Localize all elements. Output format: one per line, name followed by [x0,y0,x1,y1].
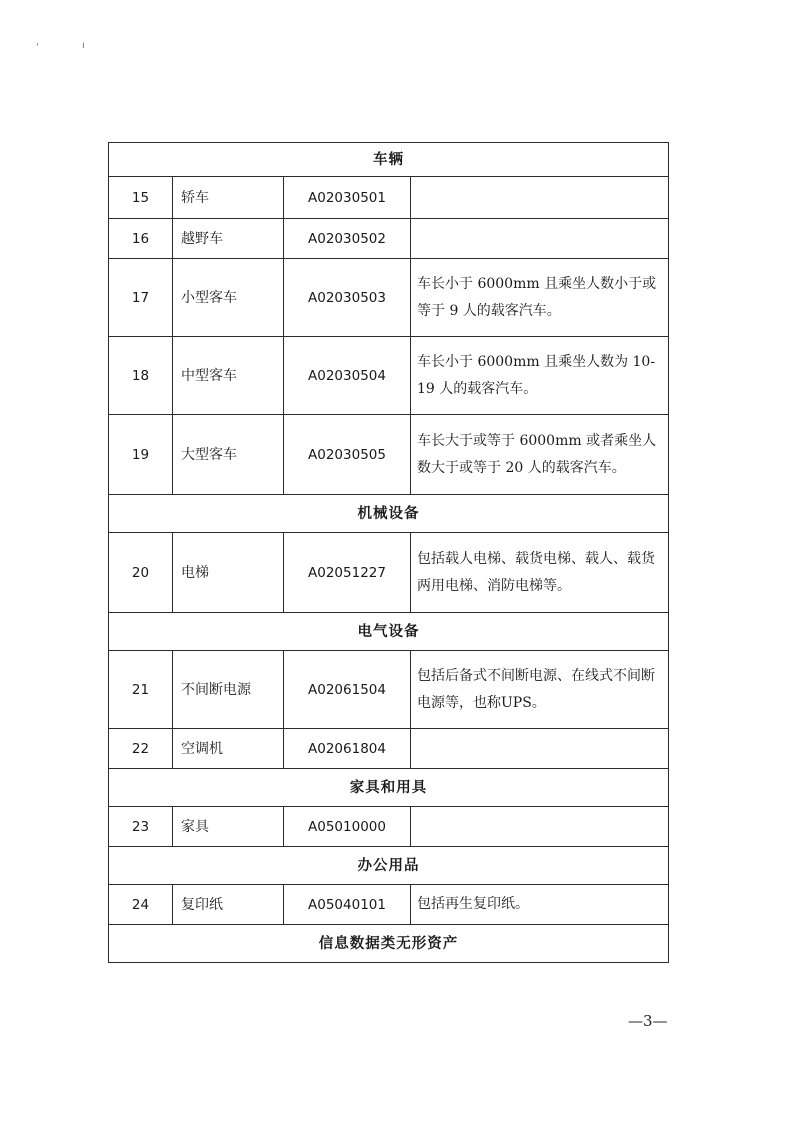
row-number: 18 [109,337,173,415]
item-code: A02030503 [284,259,411,337]
item-code: A02030501 [284,177,411,219]
item-name: 复印纸 [173,885,284,925]
item-name: 电梯 [173,533,284,613]
row-number: 24 [109,885,173,925]
table-row [109,807,669,847]
item-code: A05010000 [284,807,411,847]
item-code: A02061804 [284,729,411,769]
row-number: 19 [109,415,173,495]
table-row [109,259,669,337]
item-name: 家具 [173,807,284,847]
section-title: 办公用品 [109,847,669,885]
table-row [109,729,669,769]
section-header [109,613,669,651]
row-number: 16 [109,219,173,259]
item-name: 不间断电源 [173,651,284,729]
section-title: 车辆 [109,143,669,177]
section-header [109,925,669,963]
row-number: 23 [109,807,173,847]
item-description: 包括再生复印纸。 [411,885,669,925]
item-description [411,807,669,847]
page-number: —3— [628,1012,668,1030]
item-description: 车长小于 6000mm 且乘坐人数小于或等于 9 人的载客汽车。 [411,259,669,337]
item-name: 大型客车 [173,415,284,495]
scan-speck: ı [82,40,85,51]
table-row [109,219,669,259]
section-header [109,769,669,807]
table-row [109,337,669,415]
row-number: 15 [109,177,173,219]
item-description [411,177,669,219]
procurement-items-table [108,142,669,963]
row-number: 20 [109,533,173,613]
item-description: 包括后备式不间断电源、在线式不间断电源等，也称UPS。 [411,651,669,729]
item-description: 车长小于 6000mm 且乘坐人数为 10-19 人的载客汽车。 [411,337,669,415]
item-code: A02030502 [284,219,411,259]
section-title: 机械设备 [109,495,669,533]
section-title: 家具和用具 [109,769,669,807]
item-name: 小型客车 [173,259,284,337]
scan-speck: ' [36,42,39,53]
table-row [109,415,669,495]
item-description [411,729,669,769]
section-header [109,495,669,533]
table-row [109,885,669,925]
row-number: 22 [109,729,173,769]
item-code: A02051227 [284,533,411,613]
item-code: A02061504 [284,651,411,729]
table-row [109,533,669,613]
table-row [109,177,669,219]
section-header [109,847,669,885]
section-header [109,143,669,177]
item-code: A05040101 [284,885,411,925]
item-code: A02030504 [284,337,411,415]
item-name: 越野车 [173,219,284,259]
item-name: 空调机 [173,729,284,769]
section-title: 电气设备 [109,613,669,651]
section-title: 信息数据类无形资产 [109,925,669,963]
row-number: 21 [109,651,173,729]
item-name: 中型客车 [173,337,284,415]
item-description [411,219,669,259]
table-row [109,651,669,729]
item-description: 包括载人电梯、载货电梯、载人、载货两用电梯、消防电梯等。 [411,533,669,613]
item-description: 车长大于或等于 6000mm 或者乘坐人数大于或等于 20 人的载客汽车。 [411,415,669,495]
item-code: A02030505 [284,415,411,495]
row-number: 17 [109,259,173,337]
item-name: 轿车 [173,177,284,219]
